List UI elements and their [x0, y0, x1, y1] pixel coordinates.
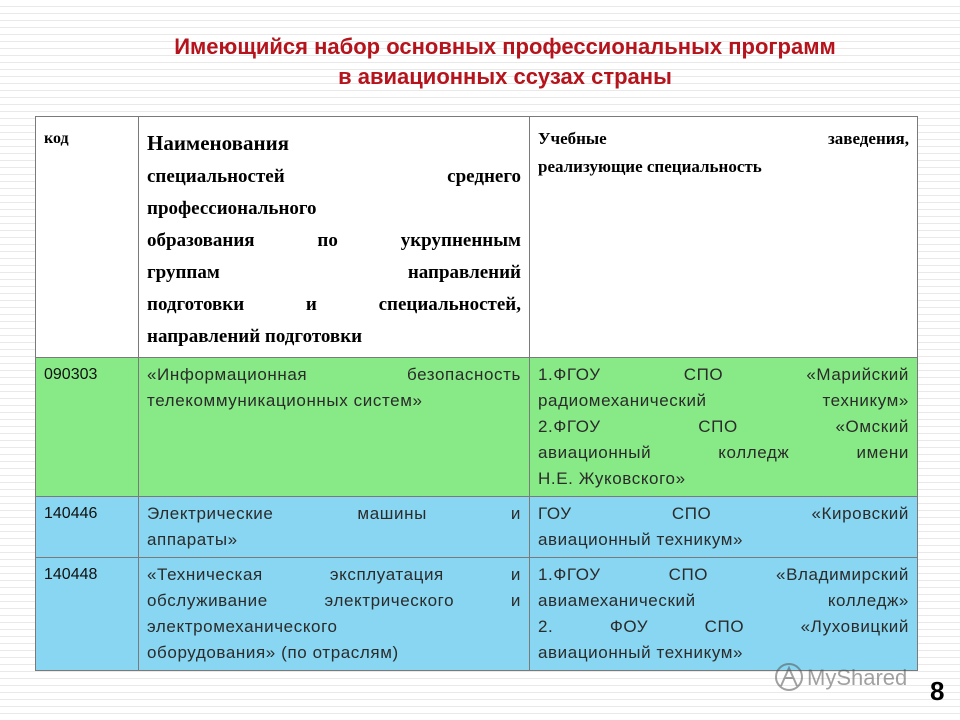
text-line: Электрические машины и — [147, 504, 521, 523]
text-line: электромеханического — [147, 617, 338, 636]
programs-table — [35, 116, 918, 671]
slide-title-line-1: Имеющийся набор основных профессиональных программ — [174, 34, 836, 59]
row-specialty-name — [139, 497, 530, 558]
text-line: телекоммуникационных систем» — [147, 391, 423, 410]
text-line: группам направлений — [147, 262, 521, 283]
text-line: 2. ФОУ СПО «Луховицкий — [538, 617, 909, 636]
row-code: 140446 — [36, 497, 139, 558]
text-line: Учебные заведения, — [538, 129, 909, 148]
text-line: подготовки и специальностей, — [147, 294, 521, 315]
row-institutions — [530, 497, 918, 558]
text-line: направлений подготовки — [147, 326, 363, 347]
row-code: 090303 — [36, 358, 139, 497]
watermark-icon — [776, 664, 802, 690]
watermark-logo — [775, 660, 925, 694]
text-line: авиационный техникум» — [538, 530, 744, 549]
header-specialty-first-line: Наименования — [147, 131, 290, 155]
text-line: оборудования» (по отраслям) — [147, 643, 399, 662]
text-line: специальностей среднего — [147, 166, 521, 187]
row-code: 140448 — [36, 558, 139, 671]
watermark-text: MyShared — [807, 665, 908, 690]
page-number: 8 — [930, 676, 945, 706]
text-line: авиамеханический колледж» — [538, 591, 909, 610]
text-line: образования по укрупненным — [147, 230, 521, 251]
table-header-row — [36, 117, 918, 358]
header-institutions — [530, 117, 918, 358]
text-line: обслуживание электрического и — [147, 591, 521, 610]
slide-title — [0, 32, 960, 92]
text-line: 1.ФГОУ СПО «Марийский — [538, 365, 909, 384]
header-specialty-lines — [147, 161, 521, 353]
text-line: профессионального — [147, 198, 317, 219]
text-line: радиомеханический техникум» — [538, 391, 909, 410]
text-line: 1.ФГОУ СПО «Владимирский — [538, 565, 909, 584]
table-row — [36, 497, 918, 558]
text-line: «Техническая эксплуатация и — [147, 565, 521, 584]
row-institutions — [530, 558, 918, 671]
text-line: ГОУ СПО «Кировский — [538, 504, 909, 523]
text-line: реализующие специальность — [538, 157, 762, 176]
row-specialty-name — [139, 558, 530, 671]
text-line: авиационный колледж имени — [538, 443, 909, 462]
text-line: Н.Е. Жуковского» — [538, 469, 686, 488]
text-line: 2.ФГОУ СПО «Омский — [538, 417, 909, 436]
row-institutions — [530, 358, 918, 497]
header-code: код — [36, 117, 139, 358]
header-specialty-names — [139, 117, 530, 358]
table-row — [36, 358, 918, 497]
text-line: «Информационная безопасность — [147, 365, 521, 384]
text-line: аппараты» — [147, 530, 238, 549]
slide-title-line-2: в авиационных ссузах страны — [338, 64, 672, 89]
header-institutions-lines — [538, 125, 909, 181]
text-line: авиационный техникум» — [538, 643, 744, 662]
table-row — [36, 558, 918, 671]
row-specialty-name — [139, 358, 530, 497]
